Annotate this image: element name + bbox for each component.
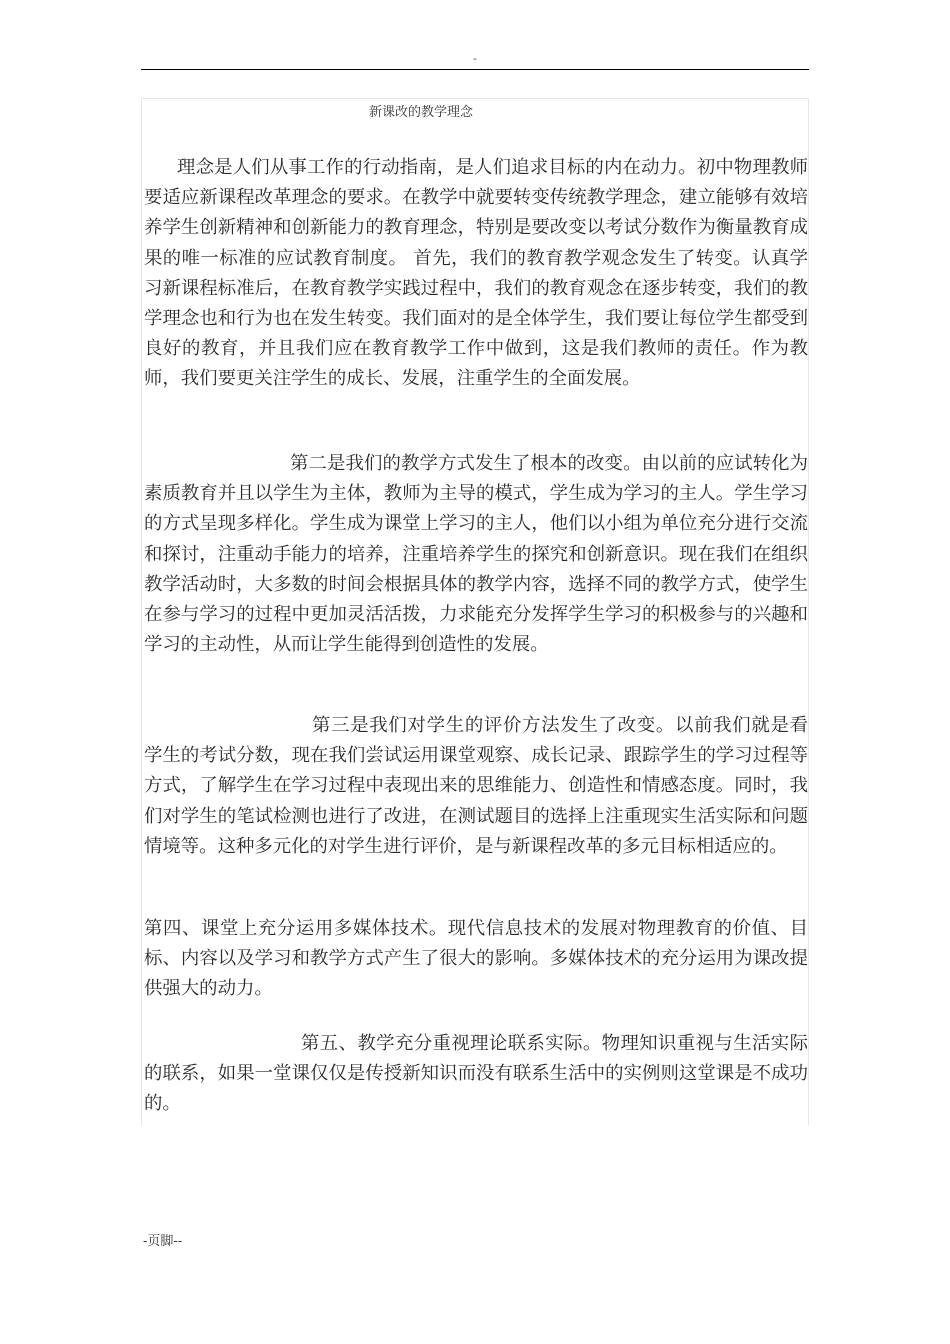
paragraph-third: 第三是我们对学生的评价方法发生了改变。以前我们就是看学生的考试分数，现在我们尝试运用课堂观察、成长记录、跟踪学生的学习过程等方式，了解学生在学习过程中表现出来的思维能力、创造性和情感态度。同时，我们对学生的笔试检测也进行了改进，在测试题目的选择上注重现实生活实际和问题情境等。这种多元化的对学生进行评价，是与新课程改革的多元目标相适应的。 bbox=[144, 715, 808, 857]
page-footer: -页脚-- bbox=[143, 1234, 183, 1249]
paragraph-second: 第二是我们的教学方式发生了根本的改变。由以前的应试转化为素质教育并且以学生为主体，教师为主导的模式，学生成为学习的主人。学生学习的方式呈现多样化。学生成为课堂上学习的主人，他们以小组为单位充分进行交流和探讨，注重动手能力的培养，注重培养学生的探究和创新意识。现在我们在组织教学活动时，大多数的时间会根据具体的教学内容，选择不同的教学方式，使学生在参与学习的过程中更加灵活活拨，力求能充分发挥学生学习的积极参与的兴趣和学习的主动性，从而让学生能得到创造性的发展。 bbox=[144, 453, 808, 656]
document-title: 新课改的教学理念 bbox=[368, 105, 473, 120]
paragraph-fourth: 第四、课堂上充分运用多媒体技术。现代信息技术的发展对物理教育的价值、目标、内容以及学习和教学方式产生了很大的影响。多媒体技术的充分运用为课改提供强大的动力。 bbox=[144, 918, 808, 1000]
paragraph-fifth: 第五、教学充分重视理论联系实际。物理知识重视与生活实际的联系，如果一堂课仅仅是传授新知识而没有联系生活中的实例则这堂课是不成功的。 bbox=[144, 1033, 808, 1115]
header-mark: - bbox=[473, 52, 477, 65]
header-rule bbox=[141, 69, 809, 70]
paragraph-intro: 理念是人们从事工作的行动指南，是人们追求目标的内在动力。初中物理教师要适应新课程改革理念的要求。在教学中就要转变传统教学理念，建立能够有效培养学生创新精神和创新能力的教育理念，特别是要改变以考试分数作为衡量教育成果的唯一标准的应试教育制度。 首先，我们的教育教学观念发生了转变。认真学习新课程标准后，在教育教学实践过程中，我们的教育观念在逐步转变，我们的教学理念也和行为也在发生转变。我们面对的是全体学生，我们要让每位学生都受到良好的教育，并且我们应在教育教学工作中做到，这是我们教师的责任。作为教师，我们要更关注学生的成长、发展，注重学生的全面发展。 bbox=[144, 157, 808, 390]
